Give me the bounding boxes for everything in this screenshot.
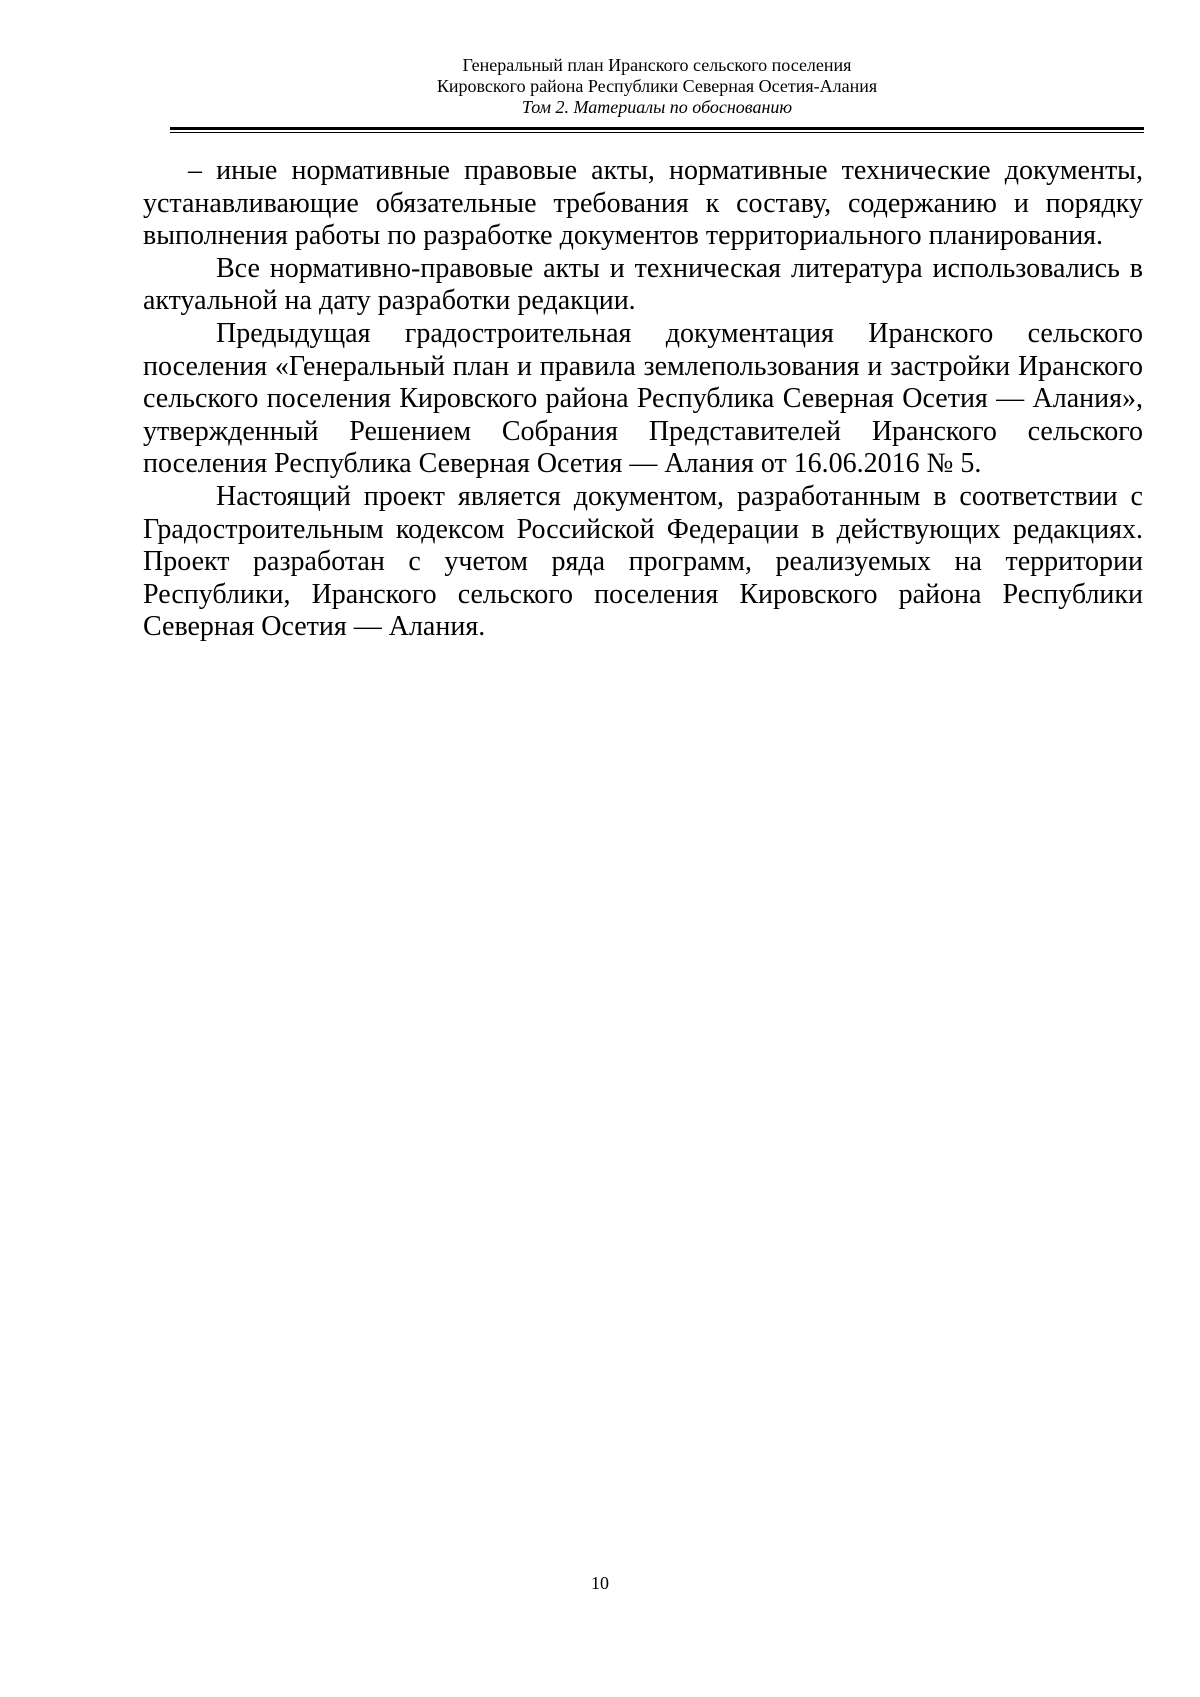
paragraph-project-basis: Настоящий проект является документом, разработанным в соответствии с Градостроительным кодексом Российской Федерации в действующих редакциях. Проект разработан с учетом ряда программ, реализуемых на территории Республики, Иранского сельского поселения Кировского района Республики Северная Осетия — Алания. [143,480,1143,643]
running-header [170,55,1144,118]
paragraph-regulations-note: Все нормативно-правовые акты и техническая литература использовались в актуальной на дату разработки редакции. [143,252,1143,317]
header-title-line-2: Кировского района Республики Северная Осетия-Алания [436,76,878,96]
paragraph-list-item: – иные нормативные правовые акты, нормативные технические документы, устанавливающие обязательные требования к составу, содержанию и порядку выполнения работы по разработке документов территориального планирования. [143,155,1143,252]
paragraph-previous-documentation: Предыдущая градостроительная документация Иранского сельского поселения «Генеральный план и правила землепользования и застройки Иранского сельского поселения Кировского района Республика Северная Осетия — Алания», утвержденный Решением Собрания Представителей Иранского сельского поселения Республика Северная Осетия — Алания от 16.06.2016 № 5. [143,317,1143,480]
body-text [143,155,1143,644]
header-rule-thin [170,132,1144,133]
header-rule-thick [170,127,1144,130]
header-title-line-1: Генеральный план Иранского сельского поселения [462,55,852,75]
page-number: 10 [591,1573,609,1593]
header-volume-line: Том 2. Материалы по обоснованию [521,97,793,117]
